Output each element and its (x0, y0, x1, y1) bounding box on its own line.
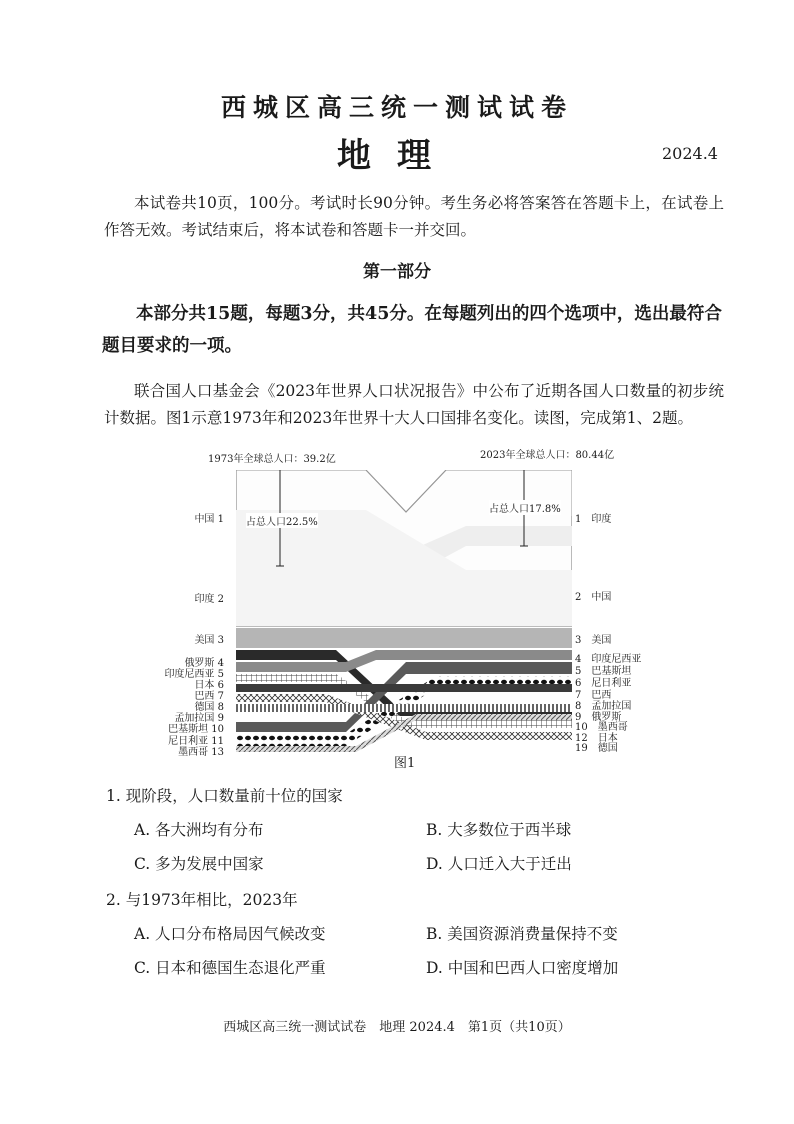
left-label-japan: 日本 6 (194, 680, 224, 691)
page-footer: 西城区高三统一测试试卷 地理 2024.4 第1页（共10页） (223, 1020, 571, 1035)
subject-title: 地理 (337, 136, 457, 176)
left-label-india: 印度 2 (194, 594, 224, 605)
right-label-germany: 19 德国 (575, 743, 618, 754)
question-1-option-c: C. 多为发展中国家 (134, 855, 264, 873)
right-label-china: 2 中国 (575, 592, 612, 603)
right-total-label: 2023年全球总人口：80.44亿 (480, 450, 615, 461)
left-label-germany: 德国 8 (194, 702, 224, 713)
question-1-option-a: A. 各大洲均有分布 (134, 821, 264, 839)
figure-1 (0, 440, 794, 770)
right-label-pakistan: 5 巴基斯坦 (575, 666, 632, 677)
right-label-mexico: 10 墨西哥 (575, 722, 628, 733)
right-label-bangladesh: 8 孟加拉国 (575, 701, 632, 712)
question-1-option-b: B. 大多数位于西半球 (426, 821, 572, 839)
question-1-option-d: D. 人口迁入大于迁出 (426, 855, 572, 873)
question-2-option-d: D. 中国和巴西人口密度增加 (426, 959, 619, 977)
left-label-indonesia: 印度尼西亚 5 (164, 669, 224, 680)
right-label-brazil: 7 巴西 (575, 690, 612, 701)
left-label-bangladesh: 孟加拉国 9 (174, 713, 224, 724)
material-text: 联合国人口基金会《2023年世界人口状况报告》中公布了近期各国人口数量的初步统计数据。图1示意1973年和2023年世界十大人口国排名变化。读图，完成第1、2题。 (104, 382, 724, 427)
left-total-label: 1973年全球总人口：39.2亿 (208, 454, 336, 465)
question-2-stem: 2. 与1973年相比，2023年 (106, 891, 298, 909)
figure-caption: 图1 (394, 756, 416, 771)
exam-date: 2024.4 (662, 144, 718, 163)
question-1-stem: 1. 现阶段，人口数量前十位的国家 (106, 787, 343, 805)
right-label-india: 1 印度 (575, 514, 612, 525)
left-label-usa: 美国 3 (194, 635, 224, 646)
part-title: 第一部分 (363, 262, 431, 282)
question-2-option-b: B. 美国资源消费量保持不变 (426, 925, 618, 943)
left-label-pakistan: 巴基斯坦 10 (168, 724, 224, 735)
exam-instructions: 本试卷共10页，100分。考试时长90分钟。考生务必将答案答在答题卡上，在试卷上作答无效。考试结束后，将本试卷和答题卡一并交回。 (104, 194, 724, 239)
right-label-indonesia: 4 印度尼西亚 (575, 654, 642, 665)
left-label-mexico: 墨西哥 13 (178, 747, 224, 758)
exam-title: 西城区高三统一测试试卷 (220, 93, 573, 122)
left-label-china: 中国 1 (194, 514, 224, 525)
left-share-label: 占总人口22.5% (246, 513, 318, 528)
right-label-russia: 9 俄罗斯 (575, 712, 622, 723)
question-2-option-c: C. 日本和德国生态退化严重 (134, 959, 326, 977)
right-label-usa: 3 美国 (575, 635, 612, 646)
left-label-brazil: 巴西 7 (194, 691, 224, 702)
right-share-label: 占总人口17.8% (489, 500, 561, 515)
question-2-option-a: A. 人口分布格局因气候改变 (134, 925, 326, 943)
right-label-nigeria: 6 尼日利亚 (575, 678, 632, 689)
right-label-japan: 12 日本 (575, 733, 618, 744)
left-label-russia: 俄罗斯 4 (184, 658, 224, 669)
part-instruction: 本部分共15题，每题3分，共45分。在每题列出的四个选项中，选出最符合题目要求的一项。 (102, 304, 722, 356)
left-label-nigeria: 尼日利亚 11 (168, 736, 224, 747)
